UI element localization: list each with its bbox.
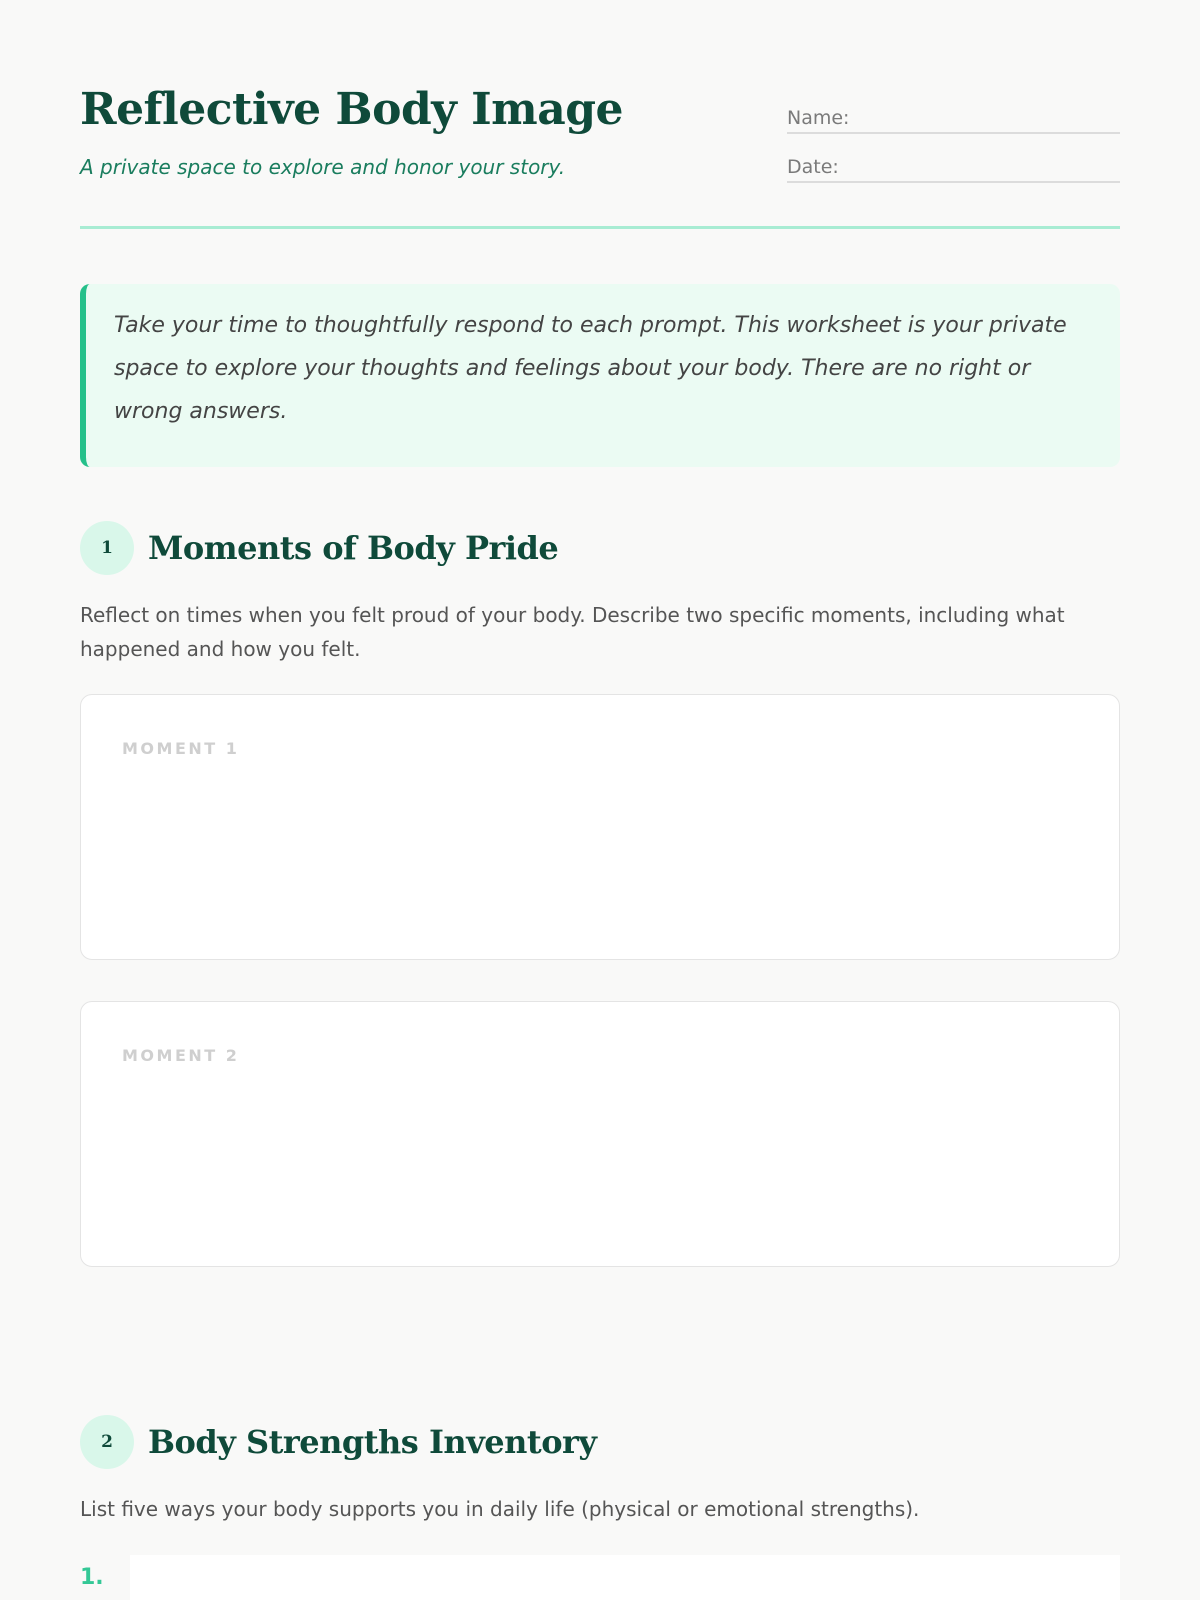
intro-text: Take your time to thoughtfully respond to each prompt. This worksheet is your private space to explore your thoughts and feelings about your body. There are no right or wrong answers. bbox=[114, 313, 1067, 424]
header-divider bbox=[80, 226, 1120, 229]
worksheet-page bbox=[80, 0, 1120, 1600]
section-1-header bbox=[80, 521, 1120, 575]
section-1-title: Moments of Body Pride bbox=[148, 529, 559, 567]
moment-1-label: MOMENT 1 bbox=[122, 739, 240, 758]
intro-callout bbox=[80, 284, 1120, 467]
moment-2-answer-box[interactable] bbox=[80, 1001, 1120, 1267]
date-field[interactable] bbox=[787, 153, 1120, 183]
page-subtitle: A private space to explore and honor your story. bbox=[80, 155, 566, 179]
section-2-description: List five ways your body supports you in daily life (physical or emotional strengths). bbox=[80, 1497, 920, 1521]
section-2-title: Body Strengths Inventory bbox=[148, 1423, 597, 1461]
moment-2-label: MOMENT 2 bbox=[122, 1046, 240, 1065]
strength-item-1-number: 1. bbox=[80, 1565, 104, 1590]
section-2-number-badge: 2 bbox=[80, 1415, 134, 1469]
name-field[interactable] bbox=[787, 104, 1120, 134]
moment-1-answer-box[interactable] bbox=[80, 694, 1120, 960]
strength-item-1-input[interactable] bbox=[130, 1555, 1120, 1600]
date-label: Date: bbox=[787, 156, 839, 178]
section-1-number-badge: 1 bbox=[80, 521, 134, 575]
name-label: Name: bbox=[787, 107, 850, 129]
page-title: Reflective Body Image bbox=[80, 84, 624, 135]
section-2-header bbox=[80, 1415, 1120, 1469]
section-1-description: Reflect on times when you felt proud of your body. Describe two specific moments, including what happened and how you felt. bbox=[80, 603, 1065, 661]
header bbox=[80, 80, 1120, 230]
